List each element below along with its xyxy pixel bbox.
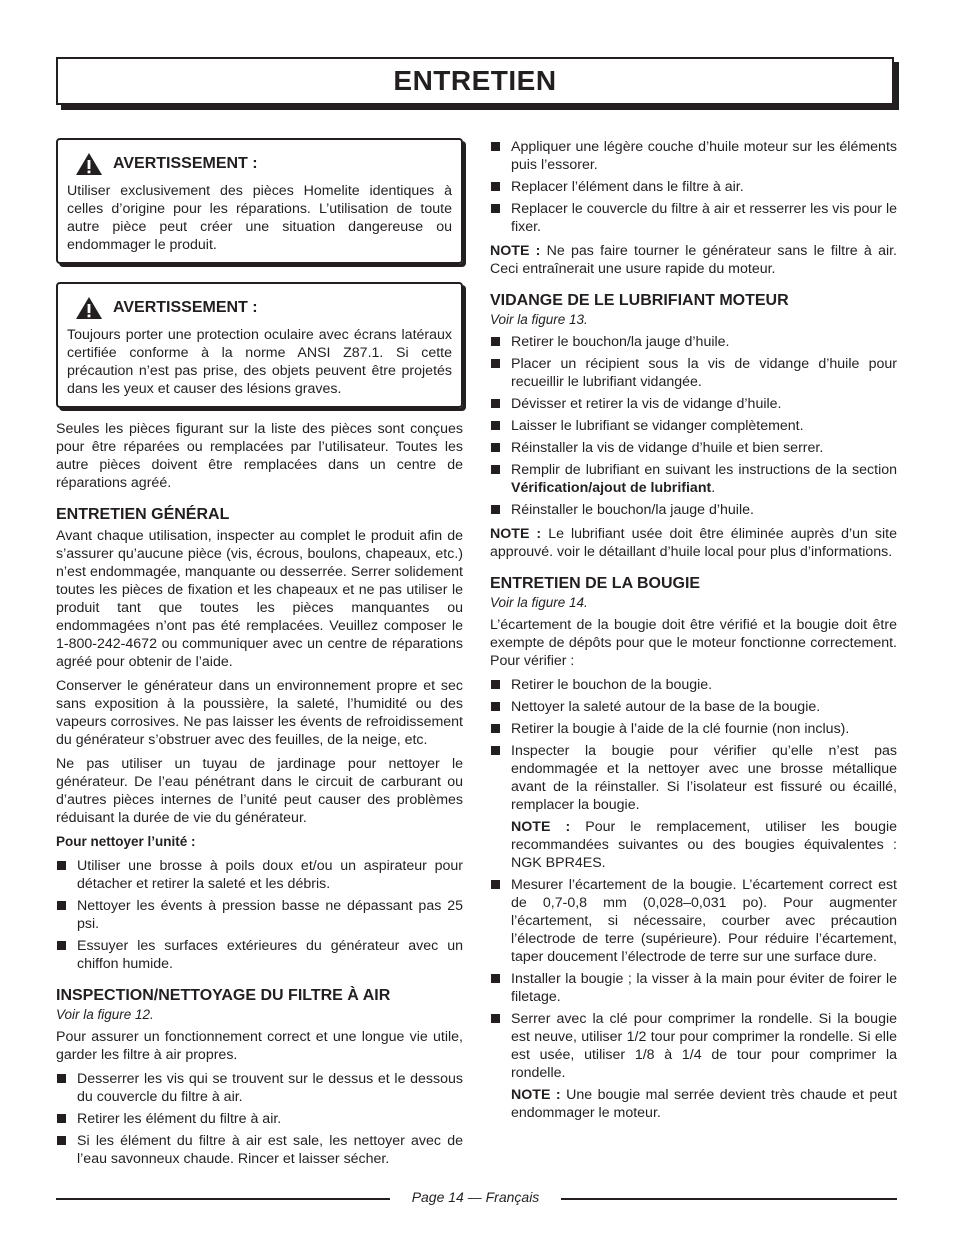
list-item: Réinstaller le bouchon/la jauge d’huile. [490, 501, 897, 519]
note: NOTE : Pour le remplacement, utiliser les bougie recommandées suivantes ou des bougies équivalentes : NGK BPR4ES. [511, 819, 898, 871]
page-footer [56, 1189, 897, 1207]
subheading: Pour nettoyer l’unité : [56, 834, 196, 849]
list-item: Desserrer les vis qui se trouvent sur le dessus et le dessous du couvercle du filtre à air. [56, 1070, 463, 1106]
bullet-square-icon [491, 465, 500, 474]
figure-reference: Voir la figure 14. [490, 595, 588, 610]
list-item: Serrer avec la clé pour comprimer la rondelle. Si la bougie est neuve, utiliser 1/2 tour pour comprimer la rondelle. Si elle est usée, utiliser 1/8 à 1/4 de tour pour comprimer la rondelle. NOTE : Une bougie mal serrée devient très chaude et peut endommager le moteur. [490, 1010, 897, 1122]
warning-header [75, 152, 452, 176]
bullet-square-icon [491, 974, 500, 983]
bullet-square-icon [491, 746, 500, 755]
page-title-box [56, 57, 894, 105]
bullet-square-icon [57, 941, 66, 950]
section-heading-oil: VIDANGE DE LE LUBRIFIANT MOTEUR [490, 292, 789, 309]
list-item: Mesurer l’écartement de la bougie. L’écartement correct est de 0,7-0,8 mm (0,028–0,031 po). Pour augmenter l’écartement, si nécessaire, courber avec précaution l’électrode de terre (supérieure). Pour réduire l’écartement, taper doucement l’électrode de terre sur une surface dure. [490, 876, 897, 966]
warning-label: AVERTISSEMENT : [113, 299, 258, 316]
paragraph: Avant chaque utilisation, inspecter au complet le produit afin de s’assurer qu’aucune pièce (vis, écrous, boulons, chapeaux, etc.) n’est endommagée, manquante ou desserrée. Serrer solidement toutes les pièces de fixation et les chapeaux et ne pas utiliser le produit tant que toutes les pièces manquantes ou endommagées n’ont pas été remplacées. Veuillez composer le 1-800-242-4672 ou communiquer avec un centre de réparations agréé pour obtenir de l’aide. [56, 528, 463, 670]
section-heading-plug: ENTRETIEN DE LA BOUGIE [490, 575, 701, 592]
bullet-square-icon [491, 204, 500, 213]
bullet-square-icon [491, 443, 500, 452]
list-item: Laisser le lubrifiant se vidanger complètement. [490, 417, 897, 435]
list-item: Essuyer les surfaces extérieures du générateur avec un chiffon humide. [56, 937, 463, 973]
section-heading-filter: INSPECTION/NETTOYAGE DU FILTRE À AIR [56, 987, 391, 1004]
left-column [56, 138, 463, 1174]
list-item: Dévisser et retirer la vis de vidange d’huile. [490, 395, 897, 413]
list-item: Placer un récipient sous la vis de vidange d’huile pour recueillir le lubrifiant vidangée. [490, 355, 897, 391]
figure-reference: Voir la figure 13. [490, 312, 588, 327]
list-item: Retirer les élément du filtre à air. [56, 1110, 463, 1128]
bullet-square-icon [491, 337, 500, 346]
list-item: Inspecter la bougie pour vérifier qu’elle n’est pas endommagée et la nettoyer avec une brosse métallique avant de la réinstaller. Si l’isolateur est fissuré ou écaillé, remplacer la bougie. NOTE : Pour le remplacement, utiliser les bougie recommandées suivantes ou des bougies équivalentes : NGK BPR4ES. [490, 742, 897, 872]
figure-reference: Voir la figure 12. [56, 1007, 154, 1022]
warning-triangle-icon [75, 296, 103, 320]
bullet-square-icon [57, 1136, 66, 1145]
list-item: Nettoyer les évents à pression basse ne dépassant pas 25 psi. [56, 897, 463, 933]
paragraph: L’écartement de la bougie doit être vérifié et la bougie doit être exempte de dépôts pour que le moteur fonctionne correctement. Pour vérifier : [490, 617, 897, 669]
bullet-square-icon [57, 1074, 66, 1083]
note: NOTE : Une bougie mal serrée devient très chaude et peut endommager le moteur. [511, 1087, 898, 1121]
list-item: Remplir de lubrifiant en suivant les instructions de la section Vérification/ajout de lubrifiant. [490, 461, 897, 497]
bullet-square-icon [491, 142, 500, 151]
bullet-square-icon [57, 901, 66, 910]
warning-label: AVERTISSEMENT : [113, 155, 258, 172]
bullet-square-icon [491, 680, 500, 689]
bullet-square-icon [57, 861, 66, 870]
bullet-square-icon [491, 182, 500, 191]
list-item: Appliquer une légère couche d’huile moteur sur les éléments puis l’essorer. [490, 138, 897, 174]
bullet-square-icon [491, 1014, 500, 1023]
warning-text: Utiliser exclusivement des pièces Homelite identiques à celles d’origine pour les réparations. L’utilisation de toute autre pièce peut créer une situation dangereuse ou endommager le produit. [67, 183, 452, 253]
list-item: Nettoyer la saleté autour de la base de la bougie. [490, 698, 897, 716]
page-number: Page 14 — Français [411, 1189, 540, 1205]
warning-box [56, 138, 463, 264]
footer-rule-right [561, 1198, 897, 1200]
warning-triangle-icon [75, 152, 103, 176]
list-item: Retirer le bouchon/la jauge d’huile. [490, 333, 897, 351]
list-item: Retirer la bougie à l’aide de la clé fournie (non inclus). [490, 720, 897, 738]
bullet-square-icon [491, 505, 500, 514]
warning-text: Toujours porter une protection oculaire avec écrans latéraux certifiée conforme à la norme ANSI Z87.1. Si cette précaution n’est pas prise, des objets peuvent être projetés dans les yeux et causer des lésions graves. [67, 327, 452, 397]
page-title: ENTRETIEN [393, 65, 557, 96]
bullet-square-icon [57, 1114, 66, 1123]
list-item: Retirer le bouchon de la bougie. [490, 676, 897, 694]
warning-header [75, 296, 452, 320]
footer-rule-left [56, 1198, 390, 1200]
list-item: Utiliser une brosse à poils doux et/ou un aspirateur pour détacher et retirer la saleté et les débris. [56, 857, 463, 893]
note: NOTE : Ne pas faire tourner le générateur sans le filtre à air. Ceci entraînerait une usure rapide du moteur. [490, 243, 898, 277]
paragraph: Pour assurer un fonctionnement correct et une longue vie utile, garder les filtre à air propres. [56, 1029, 463, 1063]
bullet-list [490, 676, 897, 1122]
list-item: Replacer le couvercle du filtre à air et resserrer les vis pour le fixer. [490, 200, 897, 236]
bullet-square-icon [491, 399, 500, 408]
paragraph: Conserver le générateur dans un environnement propre et sec sans exposition à la poussière, la saleté, l’humidité ou des vapeurs corrosives. Ne pas laisser les évents de refroidissement du générateur s’obstruer avec des feuilles, de la neige, etc. [56, 678, 463, 748]
bullet-square-icon [491, 702, 500, 711]
section-heading-general: ENTRETIEN GÉNÉRAL [56, 506, 230, 523]
bullet-list [490, 138, 897, 236]
intro-paragraph: Seules les pièces figurant sur la liste des pièces sont conçues pour être réparées ou remplacées par l’utilisateur. Toutes les autre pièces doivent être remplacées dans un centre de réparations agréé. [56, 421, 463, 491]
list-item: Replacer l’élément dans le filtre à air. [490, 178, 897, 196]
note: NOTE : Le lubrifiant usée doit être éliminée auprès d’un site approuvé. voir le détaillant d’huile local pour plus d’informations. [490, 526, 898, 560]
bullet-list [56, 1070, 463, 1168]
bullet-square-icon [491, 421, 500, 430]
bullet-square-icon [491, 359, 500, 368]
bullet-list [490, 333, 897, 519]
warning-box [56, 282, 463, 408]
list-item: Installer la bougie ; la visser à la main pour éviter de foirer le filetage. [490, 970, 897, 1006]
bullet-square-icon [491, 724, 500, 733]
right-column [490, 138, 897, 1128]
list-item: Si les élément du filtre à air est sale, les nettoyer avec de l’eau savonneux chaude. Rincer et laisser sécher. [56, 1132, 463, 1168]
bullet-square-icon [491, 880, 500, 889]
paragraph: Ne pas utiliser un tuyau de jardinage pour nettoyer le générateur. De l’eau pénétrant dans le circuit de carburant ou d’autres pièces internes de l’unité peut causer des problèmes réduisant la durée de vie du générateur. [56, 756, 463, 826]
bullet-list [56, 857, 463, 973]
list-item: Réinstaller la vis de vidange d’huile et bien serrer. [490, 439, 897, 457]
